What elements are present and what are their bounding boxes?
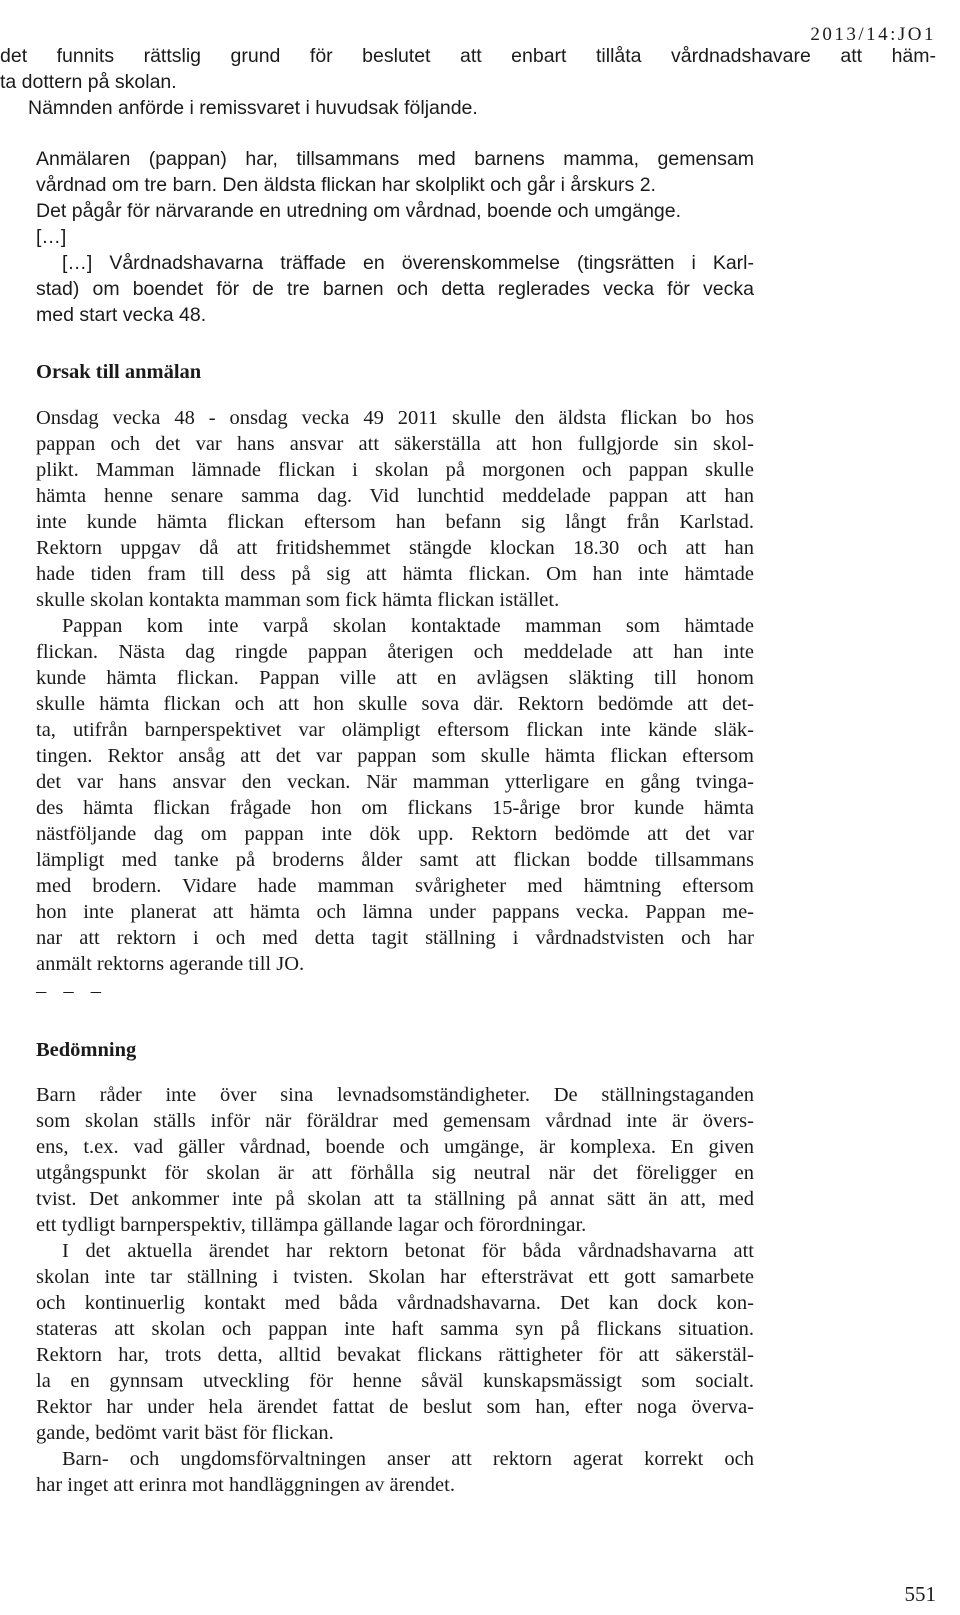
body-line: nar att rektorn i och med detta tagit ställning i vårdnadstvisten och har <box>36 927 754 949</box>
body-line: ett tydligt barnperspektiv, tillämpa gällande lagar och förordningar. <box>36 1214 587 1236</box>
body-line: anmält rektorns agerande till JO. <box>36 953 305 975</box>
section-heading-orsak: Orsak till anmälan <box>36 361 202 383</box>
body-line: plikt. Mamman lämnade flickan i skolan på morgonen och pappan skulle <box>36 459 754 481</box>
body-line: kunde hämta flickan. Pappan ville att en avlägsen släkting till honom <box>36 667 754 689</box>
body-line: skolan inte tar ställning i tvisten. Skolan har eftersträvat ett gott samarbete <box>36 1266 754 1288</box>
body-line: Rektorn har, trots detta, alltid bevakat flickans rättigheter för att säkerstäl- <box>36 1344 754 1366</box>
intro-line: det funnits rättslig grund för beslutet att enbart tillåta vårdnadshavare att häm- <box>0 45 936 67</box>
body-line: utgångspunkt för skolan är att förhålla sig neutral när det föreligger en <box>36 1162 754 1184</box>
body-line: ens, t.ex. vad gäller vårdnad, boende och umgänge, är komplexa. En given <box>36 1136 754 1158</box>
page-number: 551 <box>904 1582 936 1606</box>
quote-line: med start vecka 48. <box>36 304 207 326</box>
body-line: stateras att skolan och pappan inte haft samma syn på flickans situation. <box>36 1318 754 1340</box>
body-line: inte kunde hämta flickan eftersom han befann sig långt från Karlstad. <box>36 511 754 533</box>
body-line: pappan och det var hans ansvar att säkerställa att hon fullgjorde sin skol- <box>36 433 754 455</box>
body-line: hade tiden fram till dess på sig att hämta flickan. Om han inte hämtade <box>36 563 754 585</box>
body-line: hämta henne senare samma dag. Vid lunchtid meddelade pappan att han <box>36 485 754 507</box>
body-line: tvist. Det ankommer inte på skolan att ta ställning på annat sätt än att, med <box>36 1188 754 1210</box>
quote-line: vårdnad om tre barn. Den äldsta flickan har skolplikt och går i årskurs 2. <box>36 174 656 196</box>
body-line: som skolan ställs inför när föräldrar med gemensam vårdnad inte är övers- <box>36 1110 754 1132</box>
body-line: Rektorn uppgav då att fritidshemmet stängde klockan 18.30 och att han <box>36 537 754 559</box>
section-heading-bedomning: Bedömning <box>36 1039 137 1061</box>
body-line: och kontinuerlig kontakt med båda vårdnadshavarna. Det kan dock kon- <box>36 1292 754 1314</box>
intro-line: ta dottern på skolan. <box>0 71 177 93</box>
body-line: la en gynnsam utveckling för henne såväl kunskapsmässigt som socialt. <box>36 1370 754 1392</box>
body-line: tingen. Rektor ansåg att det var pappan som skulle hämta flickan eftersom <box>36 745 754 767</box>
body-line: des hämta flickan frågade hon om flickans 15-årige bror kunde hämta <box>36 797 754 819</box>
body-line: Barn- och ungdomsförvaltningen anser att rektorn agerat korrekt och <box>62 1448 754 1470</box>
quote-line: stad) om boendet för de tre barnen och detta reglerades vecka för vecka <box>36 278 754 300</box>
body-line: Pappan kom inte varpå skolan kontaktade mamman som hämtade <box>62 615 754 637</box>
body-line: nästföljande dag om pappan inte dök upp. Rektorn bedömde att det var <box>36 823 754 845</box>
body-line: I det aktuella ärendet har rektorn betonat för båda vårdnadshavarna att <box>62 1240 754 1262</box>
body-line: har inget att erinra mot handläggningen av ärendet. <box>36 1474 455 1496</box>
section-separator: – – – <box>36 980 107 1002</box>
body-line: ta, utifrån barnperspektivet var olämpligt eftersom flickan inte kände släk- <box>36 719 754 741</box>
intro-line: Nämnden anförde i remissvaret i huvudsak följande. <box>28 97 478 119</box>
body-line: flickan. Nästa dag ringde pappan återigen och meddelade att han inte <box>36 641 754 663</box>
body-line: hon inte planerat att hämta och lämna under pappans vecka. Pappan me- <box>36 901 754 923</box>
body-line: det var hans ansvar den veckan. När mamman ytterligare en gång tvinga- <box>36 771 754 793</box>
body-line: skulle hämta flickan och att hon skulle sova där. Rektorn bedömde att det- <box>36 693 754 715</box>
quote-line: […] Vårdnadshavarna träffade en överenskommelse (tingsrätten i Karl- <box>62 252 754 274</box>
quote-line: Anmälaren (pappan) har, tillsammans med barnens mamma, gemensam <box>36 148 754 170</box>
body-line: Barn råder inte över sina levnadsomständigheter. De ställningstaganden <box>36 1084 754 1106</box>
quote-line: Det pågår för närvarande en utredning om vårdnad, boende och umgänge. <box>36 200 682 222</box>
body-line: Onsdag vecka 48 - onsdag vecka 49 2011 skulle den äldsta flickan bo hos <box>36 407 754 429</box>
quote-line: […] <box>36 226 67 248</box>
body-line: med brodern. Vidare hade mamman svårigheter med hämtning eftersom <box>36 875 754 897</box>
body-line: lämpligt med tanke på broderns ålder samt att flickan bodde tillsammans <box>36 849 754 871</box>
body-line: gande, bedömt varit bäst för flickan. <box>36 1422 334 1444</box>
body-line: skulle skolan kontakta mamman som fick hämta flickan istället. <box>36 589 560 611</box>
document-reference: 2013/14:JO1 <box>810 24 936 45</box>
body-line: Rektor har under hela ärendet fattat de beslut som han, efter noga överva- <box>36 1396 754 1418</box>
